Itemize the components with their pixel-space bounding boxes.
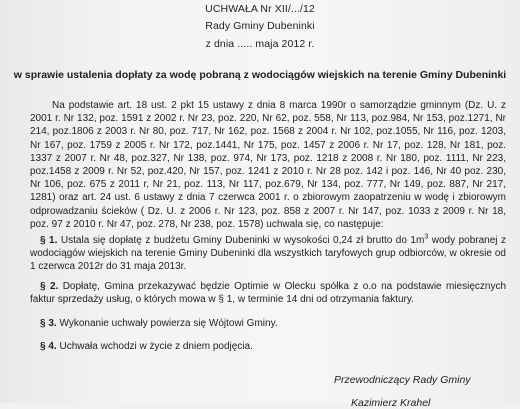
section-2 <box>30 280 506 306</box>
section-2-text: Dopłatę, Gmina przekazywać będzie Optimie w Olecku spółka z o.o na podstawie miesięcznych faktur sprzedaży usług, o których mowa w § 1, w terminie 14 dni od otrzymania faktury. <box>30 281 507 306</box>
section-1-text-b: wody pobranej z wodociągów wiejskich na terenie Gminy Dubeninki dla wszystkich taryfowych grup odbiorców, w okresie od 1 czerwca 2012r do 31 maja 2013r. <box>30 235 506 273</box>
section-4 <box>30 340 506 353</box>
resolution-title: UCHWAŁA Nr XII/.../12 <box>205 3 315 15</box>
section-3-label: § 3. <box>40 318 57 329</box>
signature-role: Przewodniczący Rady Gminy <box>334 374 471 386</box>
council-name: Rady Gminy Dubeninki <box>205 20 315 32</box>
section-2-label: § 2. <box>40 281 59 292</box>
section-1-superscript: 3 <box>424 233 429 241</box>
section-1 <box>30 234 506 274</box>
section-4-text: Uchwała wchodzi w życie z dniem podjęcia. <box>59 341 253 352</box>
section-3-text: Wykonanie uchwały powierza się Wójtowi Gminy. <box>59 318 278 329</box>
resolution-date: z dnia ..... maja 2012 r. <box>205 38 315 50</box>
section-3 <box>30 317 506 330</box>
section-1-label: § 1. <box>40 235 58 246</box>
signature-name: Kazimierz Krahel <box>351 397 431 409</box>
section-4-label: § 4. <box>40 341 57 352</box>
resolution-subject: w sprawie ustalenia dopłaty za wodę pobraną z wodociągów wiejskich na terenie Gminy Dubeninki <box>13 69 507 81</box>
legal-basis-paragraph: Na podstawie art. 18 ust. 2 pkt 15 ustawy z dnia 8 marca 1990r o samorządzie gminnym (Dz. U. z 2001 r. Nr 132, poz. 1591 z 2002 r. Nr 23, poz. 220, Nr 62, poz. 558, Nr 113, poz.984, Nr 153, poz.1271, Nr 214, poz.1806 z 2003 r. Nr 80, poz. 717, Nr 162, poz. 1568 z 2004 r. Nr 102, poz.1055, Nr 116, poz. 1203, Nr 167, poz. 1759 z 2005 r. Nr 172, poz.1441, Nr 175, poz. 1457 z 2006 r. Nr 17, poz. 128, Nr 181, poz. 1337 z 2007 r. Nr 48, poz.327, Nr 138, poz. 974, Nr 173, poz. 1218 z 2008 r. Nr 180, poz. 1111, Nr 223, poz.1458 z 2009 r. Nr 52, poz.420, Nr 157, poz. 1241 z 2010 r. Nr 28 poz. 142 i poz. 146, Nr 40 poz. 230, Nr 106, poz. 675 z 2011 r, Nr 21, poz. 113, Nr 117, poz.679, Nr 134, poz. 777, Nr 149, poz. 887, Nr 217, 1281) oraz art. 24 ust. 6 ustawy z dnia 7 czerwca 2001 r. o zbiorowym zaopatrzeniu w wodę i zbiorowym odprowadzaniu ścieków ( Dz. U. z 2006 r. Nr 123, poz. 858 z 2007 r. Nr 147, poz. 1033 z 2009 r. Nr 18, poz. 97 z 2010 r. Nr 47, poz. 278, Nr 238, poz. 1578) uchwala się, co następuje: <box>30 100 506 230</box>
section-1-text-a: Ustala się dopłatę z budżetu Gminy Dubeninki w wysokości 0,24 zł brutto do 1m <box>60 235 425 246</box>
